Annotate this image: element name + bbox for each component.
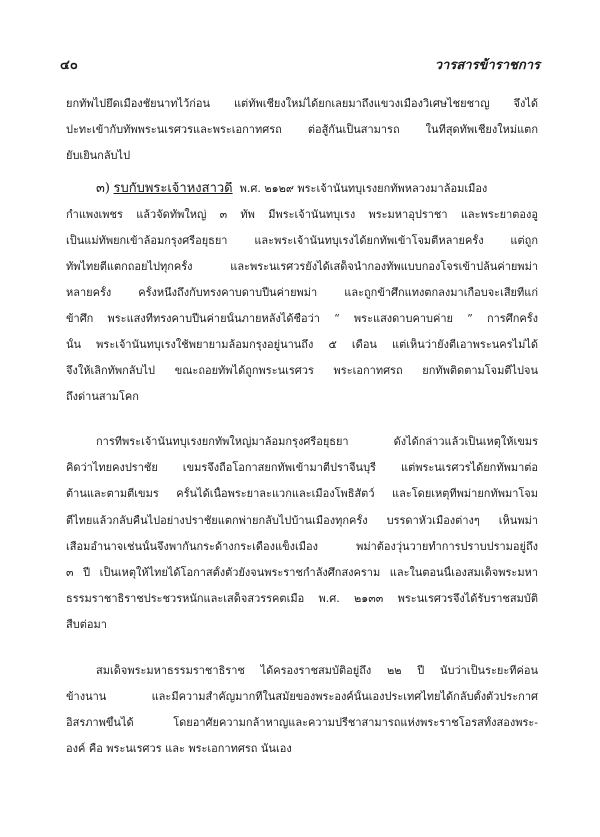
paragraph-line: สืบต่อมา xyxy=(66,618,107,631)
paragraph-line: เป็นแม่ทัพยกเข้าล้อมกรุงศรีอยุธยา และพระเจ้านันทบุเรงได้ยกทัพเข้าโจมตีหลายครั้ง แต่ถูก xyxy=(66,234,538,247)
paragraph-line: ยกทัพไปยึดเมืองชัยนาทไว้ก่อน แต่ทัพเชียงใหม่ได้ยกเลยมาถึงแขวงเมืองวิเศษไชยชาญ จึงได้ xyxy=(66,97,538,110)
paragraph-line: ข้างนาน และมีความสำคัญมากที่ในสมัยของพระองค์นั้นเองประเทศไทยได้กลับตั้งตัวประกาศ xyxy=(66,690,538,703)
paragraph-line: สมเด็จพระมหาธรรมราชาธิราช ได้ครองราชสมบัติอยู่ถึง ๒๒ ปี นับว่าเป็นระยะที่ค่อน xyxy=(96,664,538,677)
paragraph-line: การที่พระเจ้านันทบุเรงยกทัพใหญ่มาล้อมกรุงศรีอยุธยา ดังได้กล่าวแล้วเป็นเหตุให้เขมร xyxy=(96,435,538,448)
paragraph-line: พ.ศ. ๒๑๒๙ พระเจ้านันทบุเรงยกทัพหลวงมาล้อมเมือง xyxy=(239,182,488,195)
paragraph-line: ถึงด่านสามโคก xyxy=(66,390,139,403)
paragraph-line: เสื่อมอำนาจเช่นนั้นจึงพากันกระด้างกระเดื่องแข็งเมือง พม่าต้องวุ่นวายทำการปราบปรามอยู่ถึง xyxy=(66,540,538,553)
paragraph-line: คิดว่าไทยคงปราชัย เขมรจึงถือโอกาสยกทัพเข้ามาตีปราจีนบุรี แต่พระนเรศวรได้ยกทัพมาต่อ xyxy=(66,461,538,474)
section-heading: รบกับพระเจ้าหงสาวดี xyxy=(113,182,233,196)
paragraph-line: ธรรมราชาธิราชประชวรหนักและเสด็จสวรรคตเมื่อ พ.ศ. ๒๑๓๓ พระนเรศวรจึงได้รับราชสมบัติ xyxy=(66,592,538,605)
paragraph-line: ทัพไทยตีแตกถอยไปทุกครั้ง และพระนเรศวรยังได้เสด็จนำกองทัพแบบกองโจรเข้าปล้นค่ายพม่า xyxy=(66,260,538,273)
paragraph-line: ต้านและตามตีเขมร ครั้นได้เนื้อพระยาละแวกและเมืองโพธิสัตว์ และโดยเหตุที่พม่ายกทัพมาโจม xyxy=(66,487,538,500)
page-number: ๔๐ xyxy=(60,58,78,73)
paragraph-line: ข้าศึก พระแสงที่ทรงคาบปีนค่ายนั้นภายหลังได้ชื่อว่า “ พระแสงดาบคาบค่าย ” การศึกครั้ง xyxy=(66,312,538,325)
running-header-title: วารสารข้าราชการ xyxy=(434,58,540,73)
paragraph-line: ยับเยินกลับไป xyxy=(66,149,131,162)
paragraph-line: อิสรภาพขึ้นได้ โดยอาศัยความกล้าหาญและความปรีชาสามารถแห่งพระราชโอรสทั้งสองพระ- xyxy=(66,716,538,729)
section-heading-line xyxy=(96,182,538,196)
paragraph-line: จึงให้เลิกทัพกลับไป ขณะถอยทัพได้ถูกพระนเรศวร พระเอกาทศรถ ยกทัพติดตามโจมตีไปจน xyxy=(66,364,538,377)
paragraph-line: หลายครั้ง ครั้งหนึ่งถึงกับทรงคาบดาบปีนค่ายพม่า และถูกข้าศึกแทงตกลงมาเกือบจะเสียทีแก่ xyxy=(66,286,538,299)
section-number: ๓) xyxy=(96,182,110,196)
paragraph-line: กำแพงเพชร แล้วจัดทัพใหญ่ ๓ ทัพ มีพระเจ้านันทบุเรง พระมหาอุปราชา และพระยาตองอู xyxy=(66,208,538,221)
paragraph-line: ปะทะเข้ากับทัพพระนเรศวรและพระเอกาทศรถ ต่อสู้กันเป็นสามารถ ในที่สุดทัพเชียงใหม่แตก xyxy=(66,123,538,136)
paragraph-line: นั้น พระเจ้านันทบุเรงใช้พยายามล้อมกรุงอยู่นานถึง ๕ เดือน แต่เห็นว่ายังตีเอาพระนครไม่ได้ xyxy=(66,338,538,351)
paragraph-line: องค์ คือ พระนเรศวร และ พระเอกาทศรถ นั่นเอง xyxy=(66,742,292,755)
paragraph-line: ๓ ปี เป็นเหตุให้ไทยได้โอกาสตั้งตัวยังจนพระราชกำลังศึกสงคราม และในตอนนี้เองสมเด็จพระมหา xyxy=(66,566,538,579)
paragraph-line: ตีไทยแล้วกลับคืนไปอย่างปราชัยแตกพ่ายกลับไปบ้านเมืองทุกครั้ง บรรดาหัวเมืองต่างๆ เห็นพม่า xyxy=(66,514,538,527)
